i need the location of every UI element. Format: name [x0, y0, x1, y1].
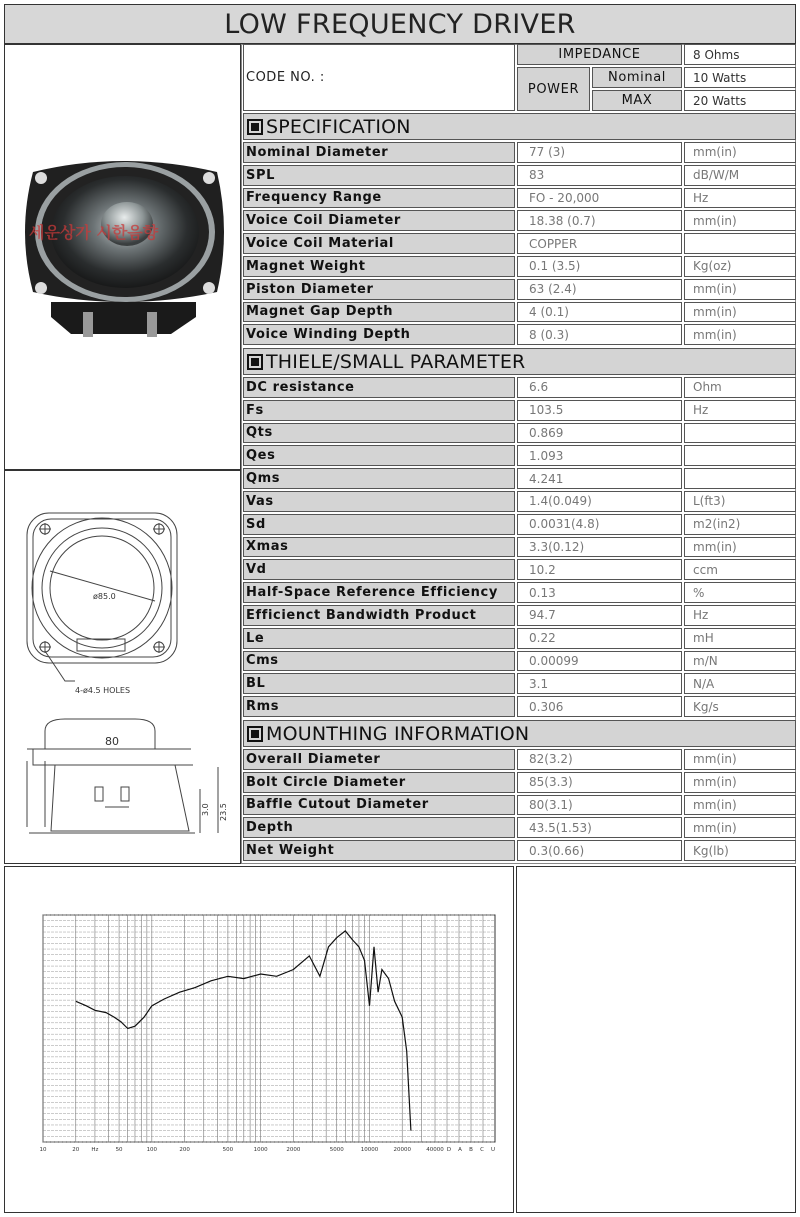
- thiele-row-value: 10.2: [517, 559, 682, 580]
- thiele-row-label: Le: [243, 628, 515, 649]
- thiele-row-value: 94.7: [517, 605, 682, 626]
- thiele-row-label: Xmas: [243, 537, 515, 558]
- x-tick-label: 2000: [286, 1147, 301, 1153]
- mounting-row-value: 80(3.1): [517, 795, 682, 816]
- thiele-row-value: 1.093: [517, 445, 682, 466]
- max-value: 20 Watts: [684, 90, 796, 111]
- thiele-row-value: 6.6: [517, 377, 682, 398]
- specification-row-value: FO - 20,000: [517, 188, 682, 209]
- watermark-text: 세운상가 시한음향: [28, 223, 158, 242]
- specification-row-value: COPPER: [517, 233, 682, 254]
- specification-row-label: Voice Coil Material: [243, 233, 515, 254]
- dim-a-label: 3.0: [201, 803, 210, 816]
- specification-row-unit: dB/W/M: [684, 165, 796, 186]
- thiele-row-value: 0.22: [517, 628, 682, 649]
- thiele-row-value: 0.869: [517, 423, 682, 444]
- diameter-label: ø85.0: [93, 592, 116, 601]
- mounting-row-value: 0.3(0.66): [517, 840, 682, 861]
- section-thiele-small: THIELE/SMALL PARAMETER: [243, 348, 796, 375]
- x-tick-label: A: [458, 1147, 462, 1153]
- specification-row-unit: mm(in): [684, 302, 796, 323]
- mounting-row-unit: mm(in): [684, 772, 796, 793]
- thiele-row-unit: Ohm: [684, 377, 796, 398]
- thiele-row-unit: [684, 445, 796, 466]
- dim-b-label: 23.5: [219, 803, 228, 821]
- thiele-row-value: 0.0031(4.8): [517, 514, 682, 535]
- thiele-row-label: Half-Space Reference Efficiency: [243, 582, 515, 603]
- page-title: LOW FREQUENCY DRIVER: [224, 8, 576, 40]
- x-tick-label: 20000: [393, 1147, 411, 1153]
- thiele-row-label: Qms: [243, 468, 515, 489]
- thiele-row-label: Vas: [243, 491, 515, 512]
- impedance-label: IMPEDANCE: [517, 44, 682, 65]
- x-tick-label: C: [480, 1147, 484, 1153]
- specification-row-label: Piston Diameter: [243, 279, 515, 300]
- max-label: MAX: [592, 90, 682, 111]
- thiele-row-label: Qes: [243, 445, 515, 466]
- thiele-row-unit: %: [684, 582, 796, 603]
- specification-row-label: Frequency Range: [243, 188, 515, 209]
- specification-row-value: 4 (0.1): [517, 302, 682, 323]
- square-bullet-icon: [247, 354, 263, 370]
- specification-row-unit: Kg(oz): [684, 256, 796, 277]
- section-specification: SPECIFICATION: [243, 113, 796, 140]
- title-bar: [4, 4, 796, 44]
- specification-row-unit: mm(in): [684, 142, 796, 163]
- frequency-response-panel: [4, 866, 514, 1213]
- specification-row-value: 18.38 (0.7): [517, 210, 682, 231]
- mounting-row-label: Depth: [243, 817, 515, 838]
- product-photo-panel: [4, 44, 241, 470]
- mounting-row-label: Baffle Cutout Diameter: [243, 795, 515, 816]
- specification-row-label: SPL: [243, 165, 515, 186]
- thiele-row-value: 1.4(0.049): [517, 491, 682, 512]
- thiele-row-value: 3.1: [517, 673, 682, 694]
- thiele-row-unit: mm(in): [684, 537, 796, 558]
- blank-panel: [516, 866, 796, 1213]
- x-tick-label: U: [490, 1147, 496, 1153]
- dimension-drawing: [5, 471, 240, 863]
- thiele-row-unit: [684, 468, 796, 489]
- impedance-value: 8 Ohms: [684, 44, 796, 65]
- power-label: POWER: [517, 67, 590, 111]
- specification-row-value: 8 (0.3): [517, 324, 682, 345]
- thiele-row-label: Efficienct Bandwidth Product: [243, 605, 515, 626]
- thiele-row-label: BL: [243, 673, 515, 694]
- thiele-row-unit: m2(in2): [684, 514, 796, 535]
- specification-row-value: 63 (2.4): [517, 279, 682, 300]
- dimension-drawing-panel: [4, 470, 241, 864]
- specification-row-unit: mm(in): [684, 210, 796, 231]
- nominal-value: 10 Watts: [684, 67, 796, 88]
- specification-row-label: Voice Winding Depth: [243, 324, 515, 345]
- width-label: 80: [105, 735, 119, 748]
- thiele-row-label: DC resistance: [243, 377, 515, 398]
- mounting-row-unit: mm(in): [684, 795, 796, 816]
- x-tick-label: D: [446, 1147, 452, 1153]
- thiele-row-label: Vd: [243, 559, 515, 580]
- specification-row-value: 0.1 (3.5): [517, 256, 682, 277]
- specification-row-unit: [684, 233, 796, 254]
- thiele-row-unit: [684, 423, 796, 444]
- square-bullet-icon: [247, 726, 263, 742]
- specification-row-label: Magnet Gap Depth: [243, 302, 515, 323]
- specification-row-label: Magnet Weight: [243, 256, 515, 277]
- x-tick-label: B: [469, 1147, 473, 1153]
- specification-row-label: Voice Coil Diameter: [243, 210, 515, 231]
- thiele-row-label: Qts: [243, 423, 515, 444]
- mounting-row-value: 82(3.2): [517, 749, 682, 770]
- mounting-row-unit: mm(in): [684, 817, 796, 838]
- speaker-photo: [11, 152, 235, 362]
- x-tick-label: 100: [146, 1147, 158, 1153]
- x-tick-label: 5000: [329, 1147, 344, 1153]
- section-mounting: MOUNTHING INFORMATION: [243, 720, 796, 747]
- thiele-row-unit: Hz: [684, 605, 796, 626]
- mounting-row-unit: Kg(lb): [684, 840, 796, 861]
- x-tick-label: 10: [39, 1147, 47, 1153]
- mounting-row-label: Net Weight: [243, 840, 515, 861]
- x-tick-label: 50: [115, 1147, 123, 1153]
- x-tick-label: 40000: [426, 1147, 444, 1153]
- thiele-row-value: 0.306: [517, 696, 682, 717]
- thiele-row-value: 103.5: [517, 400, 682, 421]
- thiele-row-unit: L(ft3): [684, 491, 796, 512]
- thiele-row-unit: ccm: [684, 559, 796, 580]
- specification-row-unit: mm(in): [684, 279, 796, 300]
- thiele-row-unit: m/N: [684, 651, 796, 672]
- frequency-response-chart: [5, 867, 513, 1212]
- thiele-row-label: Cms: [243, 651, 515, 672]
- nominal-label: Nominal: [592, 67, 682, 88]
- x-tick-label: 500: [222, 1147, 234, 1153]
- thiele-row-label: Rms: [243, 696, 515, 717]
- thiele-row-unit: mH: [684, 628, 796, 649]
- mounting-row-value: 43.5(1.53): [517, 817, 682, 838]
- specification-row-value: 77 (3): [517, 142, 682, 163]
- thiele-row-label: Sd: [243, 514, 515, 535]
- thiele-row-value: 0.00099: [517, 651, 682, 672]
- x-tick-label: Hz: [91, 1147, 99, 1153]
- x-tick-label: 1000: [253, 1147, 268, 1153]
- thiele-row-unit: N/A: [684, 673, 796, 694]
- x-tick-label: 200: [179, 1147, 190, 1153]
- thiele-row-value: 0.13: [517, 582, 682, 603]
- mounting-row-label: Overall Diameter: [243, 749, 515, 770]
- thiele-row-value: 4.241: [517, 468, 682, 489]
- specification-row-unit: mm(in): [684, 324, 796, 345]
- mounting-row-unit: mm(in): [684, 749, 796, 770]
- x-tick-label: 20: [72, 1147, 80, 1153]
- x-tick-label: 10000: [360, 1147, 379, 1153]
- specification-row-label: Nominal Diameter: [243, 142, 515, 163]
- thiele-row-unit: Kg/s: [684, 696, 796, 717]
- specification-row-value: 83: [517, 165, 682, 186]
- mounting-row-label: Bolt Circle Diameter: [243, 772, 515, 793]
- mounting-row-value: 85(3.3): [517, 772, 682, 793]
- thiele-row-label: Fs: [243, 400, 515, 421]
- square-bullet-icon: [247, 119, 263, 135]
- thiele-row-unit: Hz: [684, 400, 796, 421]
- code-number-label: CODE NO. :: [243, 44, 515, 111]
- thiele-row-value: 3.3(0.12): [517, 537, 682, 558]
- specification-row-unit: Hz: [684, 188, 796, 209]
- holes-label: 4-ø4.5 HOLES: [75, 686, 131, 695]
